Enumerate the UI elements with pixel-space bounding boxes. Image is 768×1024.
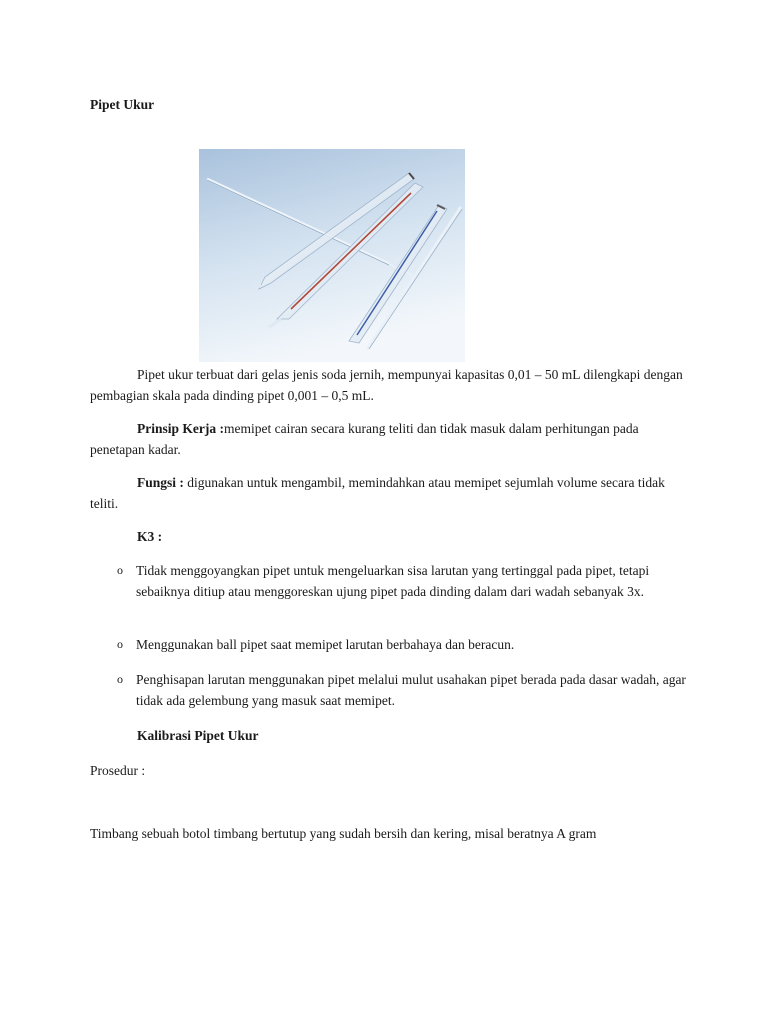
pipette-photo xyxy=(199,149,465,362)
k3-item-text: Penghisapan larutan menggunakan pipet melalui mulut usahakan pipet berada pada dasar wadah, agar tidak ada gelembung yang masuk saat memipet. xyxy=(136,672,686,708)
document-heading: Pipet Ukur xyxy=(90,97,155,112)
bullet-mark: o xyxy=(117,672,123,686)
description-paragraph xyxy=(90,364,690,406)
k3-list-item xyxy=(90,634,690,667)
principle-label: Prinsip Kerja : xyxy=(137,421,224,436)
k3-list-item xyxy=(90,669,690,723)
pipette-illustration xyxy=(199,149,465,362)
principle-paragraph xyxy=(90,418,690,460)
k3-label: K3 : xyxy=(137,529,163,544)
function-text: digunakan untuk mengambil, memindahkan atau memipet sejumlah volume secara tidak teliti. xyxy=(90,475,665,511)
principle-text: memipet cairan secara kurang teliti dan tidak masuk dalam perhitungan pada penetapan kadar. xyxy=(90,421,639,457)
calibration-heading: Kalibrasi Pipet Ukur xyxy=(137,728,259,743)
procedure-step-1: Timbang sebuah botol timbang bertutup yang sudah bersih dan kering, misal beratnya A gram xyxy=(90,826,597,841)
bullet-mark: o xyxy=(117,637,123,651)
k3-item-text: Tidak menggoyangkan pipet untuk mengeluarkan sisa larutan yang tertinggal pada pipet, tetapi sebaiknya ditiup atau menggoreskan ujung pipet pada dinding dalam dari wadah sebanyak 3x. xyxy=(136,563,650,599)
k3-item-text: Menggunakan ball pipet saat memipet larutan berbahaya dan beracun. xyxy=(136,637,515,652)
function-label: Fungsi : xyxy=(137,475,184,490)
description-text: Pipet ukur terbuat dari gelas jenis soda jernih, mempunyai kapasitas 0,01 – 50 mL dilengkapi dengan pembagian skala pada dinding pipet 0,001 – 0,5 mL. xyxy=(90,367,683,403)
function-paragraph xyxy=(90,472,690,514)
bullet-mark: o xyxy=(117,563,123,577)
k3-list-item xyxy=(90,560,690,614)
procedure-label: Prosedur : xyxy=(90,763,146,778)
